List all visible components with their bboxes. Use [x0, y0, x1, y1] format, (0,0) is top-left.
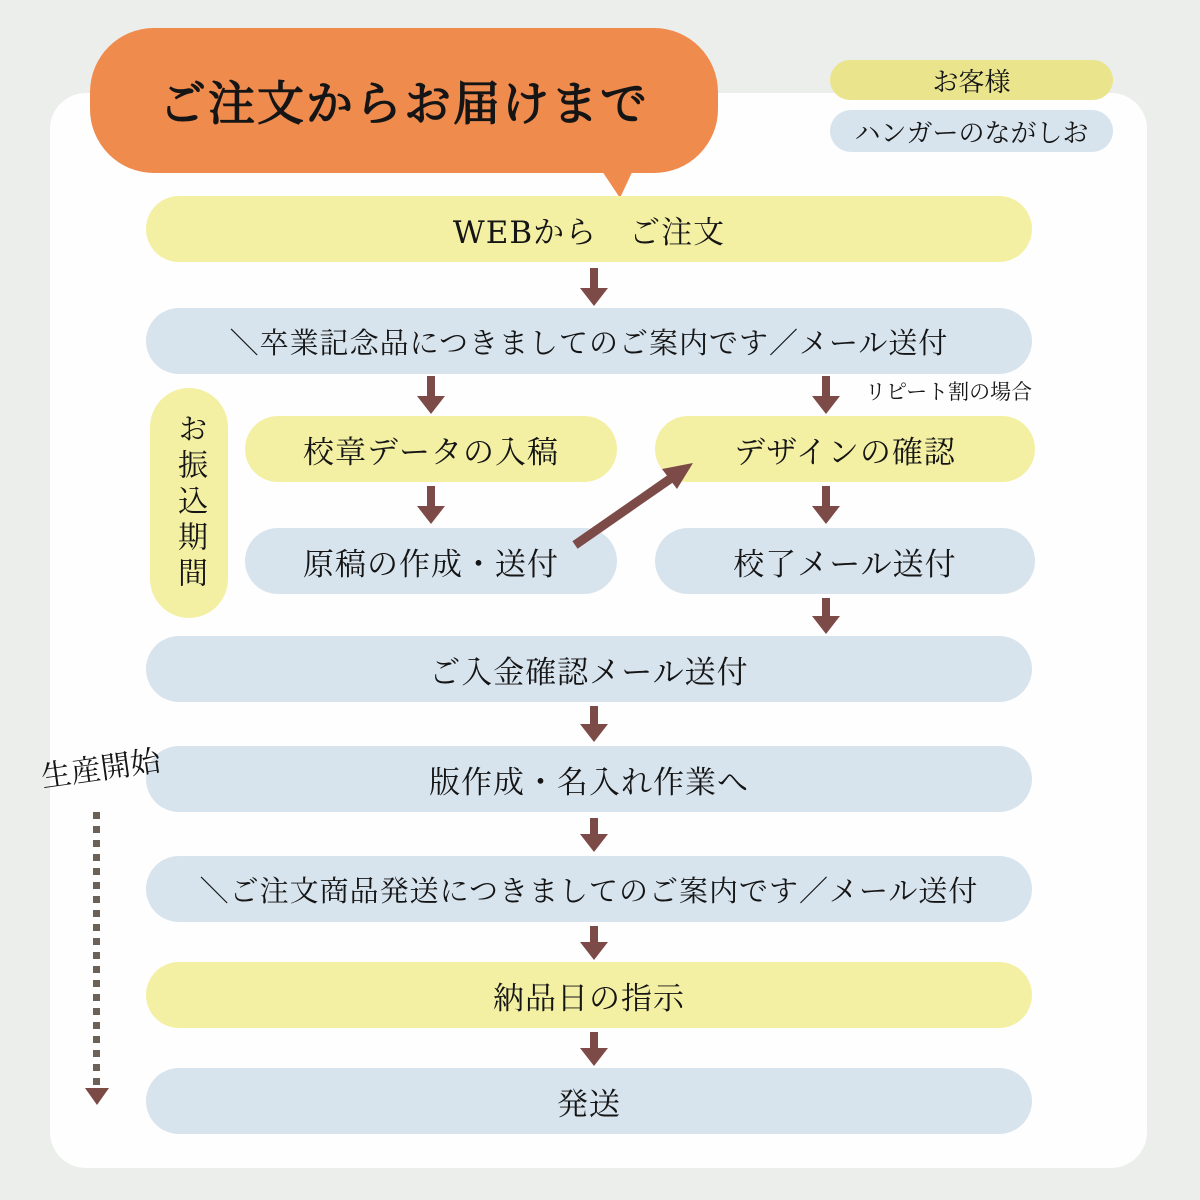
- down-arrow-icon: [580, 926, 608, 960]
- down-arrow-icon: [580, 1032, 608, 1066]
- legend-customer-pill: [830, 60, 1113, 100]
- down-arrow-icon: [580, 268, 608, 306]
- title-bubble: [90, 28, 718, 173]
- repeat-discount-note: リピート割の場合: [865, 380, 1033, 404]
- step-payment-confirm: [146, 636, 1032, 702]
- step-web-order-label: WEBから ご注文: [452, 214, 726, 251]
- step-proof-mail: [655, 528, 1035, 594]
- step-shipping-guide-mail: [146, 856, 1032, 922]
- production-start-label: 生産開始: [38, 743, 163, 796]
- legend-shop-label: ハンガーのながしお: [854, 118, 1089, 149]
- title-bubble-tail: [600, 168, 634, 198]
- step-draft-send-label: 原稿の作成・送付: [303, 546, 559, 583]
- page-title: ご注文からお届けまで: [159, 77, 649, 132]
- step-guide-mail: [146, 308, 1032, 374]
- production-timeline-dotted-line: [93, 812, 100, 1088]
- step-emblem-data-label: 校章データの入稿: [303, 434, 559, 471]
- step-design-check: [655, 416, 1035, 482]
- down-arrow-icon: [417, 376, 445, 414]
- diagonal-arrow-icon: [560, 450, 710, 560]
- step-guide-mail-label: ＼卒業記念品につきましてのご案内です／メール送付: [229, 325, 949, 360]
- step-delivery-date: [146, 962, 1032, 1028]
- down-arrow-icon: [580, 818, 608, 852]
- down-arrow-icon: [812, 486, 840, 524]
- step-proof-mail-label: 校了メール送付: [733, 546, 957, 583]
- legend-customer-label: お客様: [932, 67, 1011, 98]
- step-plate-naming: [146, 746, 1032, 812]
- step-payment-confirm-label: ご入金確認メール送付: [429, 654, 749, 691]
- step-design-check-label: デザインの確認: [734, 434, 956, 471]
- down-arrow-icon: [580, 706, 608, 742]
- step-shipping-label: 発送: [557, 1086, 621, 1123]
- production-timeline-arrowhead-icon: [85, 1088, 109, 1105]
- step-plate-naming-label: 版作成・名入れ作業へ: [429, 764, 749, 801]
- transfer-period-label: お振込期間: [172, 413, 207, 593]
- step-shipping-guide-mail-label: ＼ご注文商品発送につきましてのご案内です／メール送付: [199, 873, 979, 908]
- step-shipping: [146, 1068, 1032, 1134]
- legend-shop-pill: [830, 110, 1113, 152]
- down-arrow-icon: [812, 376, 840, 414]
- down-arrow-icon: [812, 598, 840, 634]
- transfer-period-pill: [150, 388, 228, 618]
- step-web-order: [146, 196, 1032, 262]
- step-delivery-date-label: 納品日の指示: [493, 980, 685, 1017]
- down-arrow-icon: [417, 486, 445, 524]
